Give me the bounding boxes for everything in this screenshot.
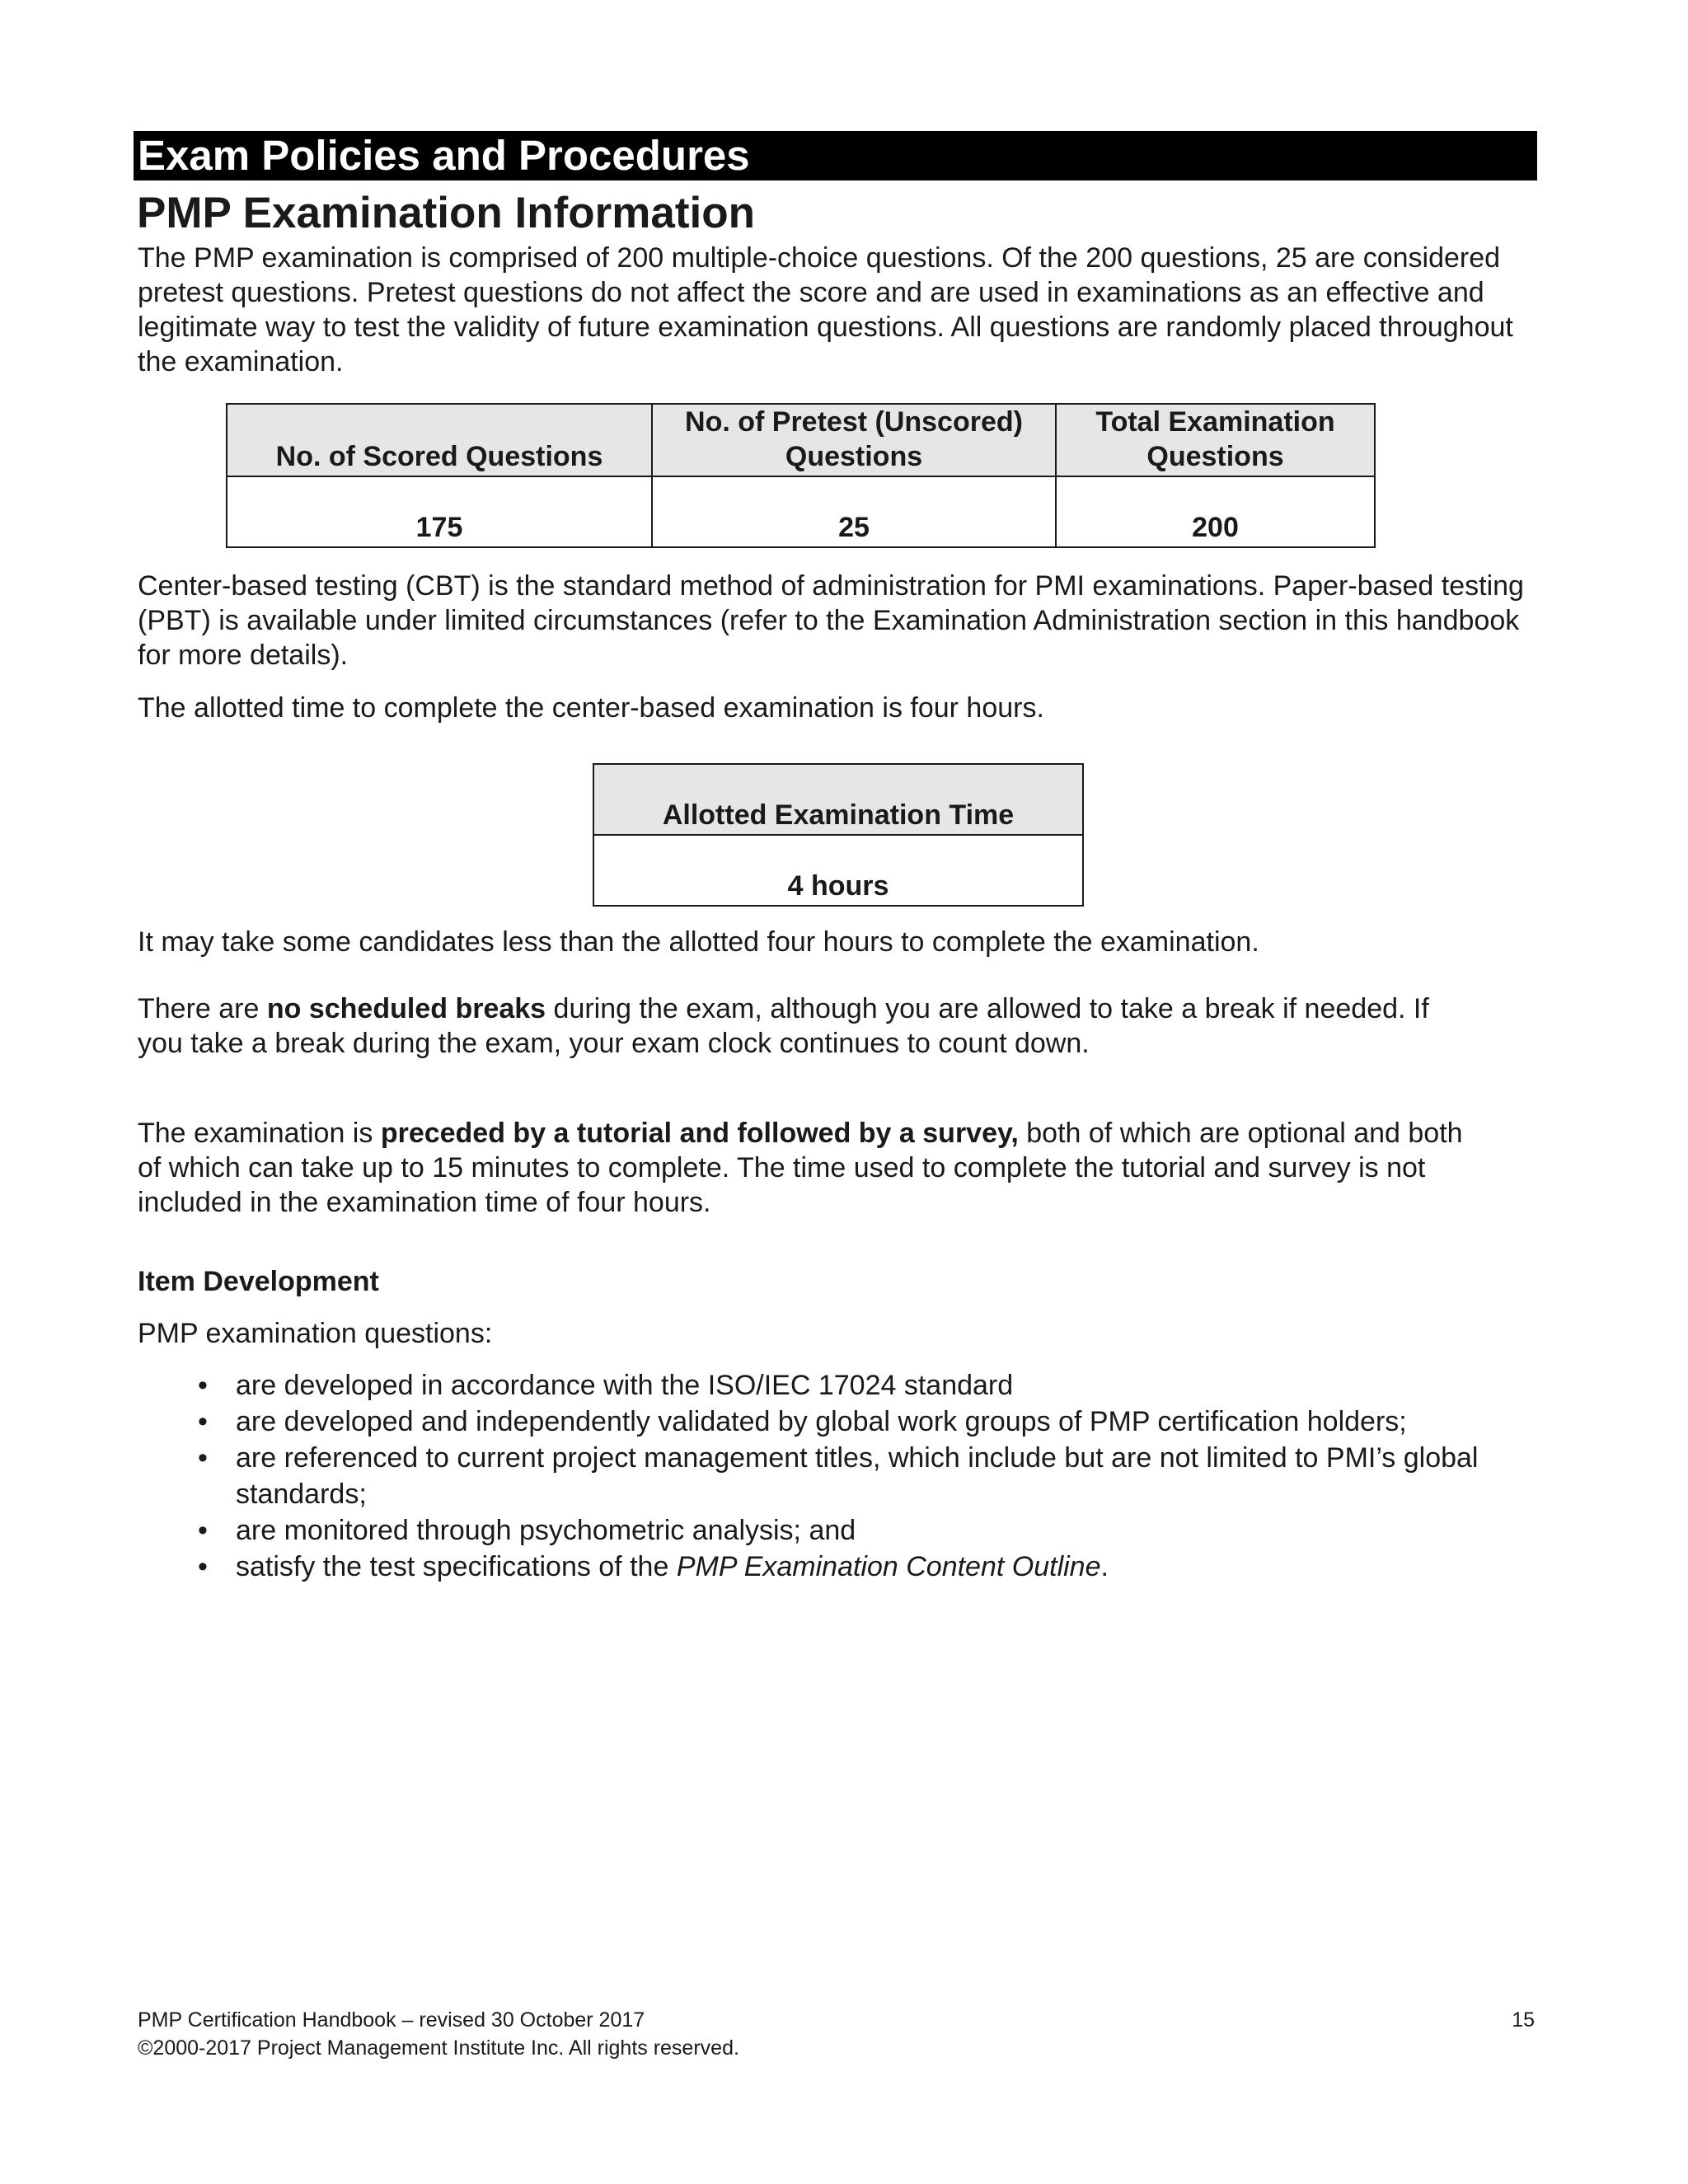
list-item-text: are monitored through psychometric analysis; and xyxy=(236,1515,856,1546)
list-item-text: are developed and independently validated by global work groups of PMP certification holders; xyxy=(236,1406,1407,1437)
value-allotted-time: 4 hours xyxy=(593,835,1083,906)
breaks-text-after: during the exam, although you are allowed to take a break if needed. If you take a break during the exam, your exam clock continues to count down. xyxy=(138,993,1429,1059)
cbt-paragraph: Center-based testing (CBT) is the standard method of administration for PMI examinations. Paper-based testing (PBT) is available under limited circumstances (refer to the Examination Administration section in this handbook for more details). xyxy=(138,570,1524,671)
tutorial-text-after: both of which are optional and both of which can take up to 15 minutes to complete. The time used to complete the tutorial and survey is not included in the examination time of four hours. xyxy=(138,1118,1463,1218)
less-time-paragraph: It may take some candidates less than the allotted four hours to complete the examination. xyxy=(138,926,1259,958)
list-item-text-italic: PMP Examination Content Outline xyxy=(676,1551,1101,1582)
footer-handbook-revision: PMP Certification Handbook – revised 30 October 2017 xyxy=(138,2008,645,2032)
item-development-lead: PMP examination questions: xyxy=(138,1318,493,1349)
list-item xyxy=(138,1367,1555,1404)
questions-table-header-row xyxy=(227,404,1375,476)
page-title: PMP Examination Information xyxy=(137,189,755,237)
bullet-icon: • xyxy=(198,1551,208,1582)
tutorial-text-before: The examination is xyxy=(138,1118,381,1149)
bullet-icon: • xyxy=(198,1442,208,1474)
breaks-text-bold: no scheduled breaks xyxy=(266,993,546,1024)
header-pretest-questions: No. of Pretest (Unscored) Questions xyxy=(652,404,1056,476)
list-item xyxy=(138,1512,1555,1549)
list-item xyxy=(138,1440,1555,1512)
list-item xyxy=(138,1549,1555,1585)
value-pretest-questions: 25 xyxy=(652,476,1056,547)
header-allotted-time: Allotted Examination Time xyxy=(593,764,1083,835)
bullet-icon: • xyxy=(198,1406,208,1437)
time-table xyxy=(593,763,1084,907)
list-item xyxy=(138,1404,1555,1440)
item-development-heading: Item Development xyxy=(138,1266,379,1297)
value-scored-questions: 175 xyxy=(227,476,652,547)
breaks-paragraph xyxy=(138,991,1473,1061)
header-total-questions: Total Examination Questions xyxy=(1056,404,1375,476)
page-number: 15 xyxy=(1512,2008,1535,2032)
list-item-text-after: . xyxy=(1100,1551,1109,1582)
breaks-text-before: There are xyxy=(138,993,267,1024)
tutorial-text-bold: preceded by a tutorial and followed by a survey, xyxy=(380,1118,1019,1149)
bullet-icon: • xyxy=(198,1515,208,1546)
header-scored-questions: No. of Scored Questions xyxy=(227,404,652,476)
list-item-text: are developed in accordance with the ISO/IEC 17024 standard xyxy=(236,1370,1014,1401)
item-development-list xyxy=(138,1367,1555,1585)
time-table-value-row xyxy=(593,835,1083,906)
time-paragraph: The allotted time to complete the center-based examination is four hours. xyxy=(138,692,1044,724)
questions-table-value-row xyxy=(227,476,1375,547)
footer-copyright: ©2000-2017 Project Management Institute Inc. All rights reserved. xyxy=(138,2036,739,2060)
time-table-header-row xyxy=(593,764,1083,835)
bullet-icon: • xyxy=(198,1370,208,1401)
list-item-text: are referenced to current project management titles, which include but are not limited to PMI’s global standards; xyxy=(236,1442,1479,1510)
intro-paragraph: The PMP examination is comprised of 200 multiple-choice questions. Of the 200 questions, 25 are considered pretest questions. Pretest questions do not affect the score and are used in examinations as an effective and legitimate way to test the validity of future examination questions. All questions are randomly placed throughout the examination. xyxy=(138,242,1513,377)
tutorial-paragraph xyxy=(138,1116,1489,1220)
section-banner: Exam Policies and Procedures xyxy=(134,131,1537,180)
list-item-text-before: satisfy the test specifications of the xyxy=(236,1551,677,1582)
value-total-questions: 200 xyxy=(1056,476,1375,547)
questions-table xyxy=(226,403,1376,548)
